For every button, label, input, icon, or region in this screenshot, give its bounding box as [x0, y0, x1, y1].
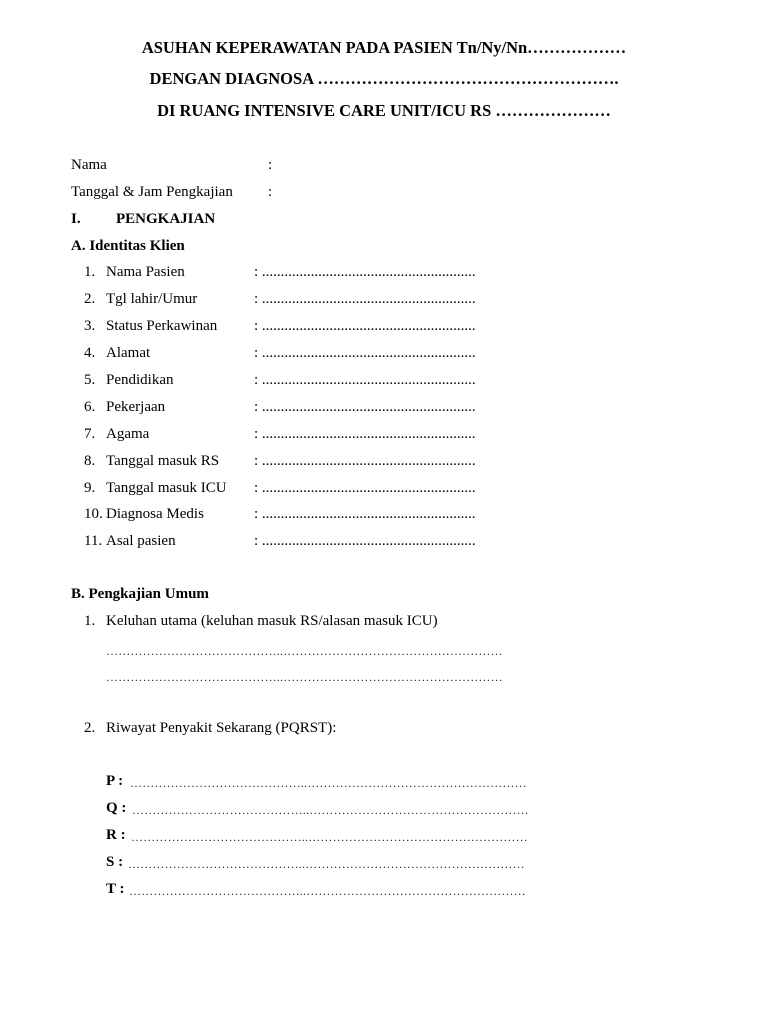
- keluhan-fill-line: ……………………………………..………………………………………………: [106, 644, 503, 658]
- list-item-number: 5.: [84, 372, 96, 388]
- meta-label-nama: Nama: [71, 157, 107, 173]
- list-item-label: Diagnosa Medis: [106, 506, 204, 522]
- pqrst-key-p: P :: [106, 773, 124, 789]
- list-item-number: 2.: [84, 291, 96, 307]
- list-item-number: 7.: [84, 426, 96, 442]
- riwayat-number: 2.: [84, 720, 96, 736]
- list-item-label: Tanggal masuk ICU: [106, 480, 227, 496]
- list-item-number: 1.: [84, 264, 96, 280]
- list-item-fill: : .........................................................: [254, 372, 476, 388]
- keluhan-label: Keluhan utama (keluhan masuk RS/alasan masuk ICU): [106, 613, 438, 629]
- list-item-fill: : .........................................................: [254, 399, 476, 415]
- list-item-label: Alamat: [106, 345, 151, 361]
- list-item-fill: : .........................................................: [254, 480, 476, 496]
- pqrst-fill-p: ……………………………………..………………………………………………: [130, 776, 527, 790]
- list-item-number: 11.: [84, 533, 103, 549]
- list-item-fill: : .........................................................: [254, 533, 476, 549]
- section-title: PENGKAJIAN: [116, 211, 216, 227]
- meta-colon-nama: :: [268, 157, 273, 173]
- list-item-number: 3.: [84, 318, 96, 334]
- list-item-number: 9.: [84, 480, 96, 496]
- list-item-fill: : .........................................................: [254, 426, 476, 442]
- meta-label-tanggal: Tanggal & Jam Pengkajian: [71, 184, 233, 200]
- list-item-label: Agama: [106, 426, 150, 442]
- identitas-heading: A. Identitas Klien: [71, 238, 185, 254]
- list-item-label: Asal pasien: [106, 533, 176, 549]
- pqrst-fill-s: ……………………………………..………………………………………………: [128, 857, 525, 871]
- document-title-line-1: ASUHAN KEPERAWATAN PADA PASIEN Tn/Ny/Nn………………: [141, 38, 627, 57]
- pqrst-fill-q: ……………………………………..………………………………………………: [132, 803, 529, 817]
- list-item-label: Pekerjaan: [106, 399, 166, 415]
- pqrst-key-t: T :: [106, 881, 125, 897]
- pqrst-fill-r: ……………………………………..………………………………………………: [131, 830, 528, 844]
- list-item-fill: : .........................................................: [254, 506, 476, 522]
- list-item-label: Status Perkawinan: [106, 318, 218, 334]
- pqrst-key-q: Q :: [106, 800, 127, 816]
- pqrst-key-r: R :: [106, 827, 126, 843]
- document-title-line-3: DI RUANG INTENSIVE CARE UNIT/ICU RS …………………: [157, 101, 611, 120]
- list-item-label: Tgl lahir/Umur: [106, 291, 198, 307]
- list-item-fill: : .........................................................: [254, 264, 476, 280]
- meta-colon-tanggal: :: [268, 184, 273, 200]
- list-item-fill: : .........................................................: [254, 291, 476, 307]
- keluhan-fill-line: ……………………………………..………………………………………………: [106, 670, 503, 684]
- pqrst-key-s: S :: [106, 854, 124, 870]
- list-item-label: Tanggal masuk RS: [106, 453, 220, 469]
- riwayat-label: Riwayat Penyakit Sekarang (PQRST):: [106, 720, 337, 736]
- section-number: I.: [71, 211, 81, 227]
- list-item-fill: : .........................................................: [254, 345, 476, 361]
- list-item-fill: : .........................................................: [254, 453, 476, 469]
- list-item-label: Nama Pasien: [106, 264, 185, 280]
- list-item-fill: : .........................................................: [254, 318, 476, 334]
- list-item-number: 10.: [84, 506, 103, 522]
- keluhan-number: 1.: [84, 613, 96, 629]
- pqrst-fill-t: ……………………………………..………………………………………………: [129, 884, 526, 898]
- list-item-number: 4.: [84, 345, 96, 361]
- list-item-label: Pendidikan: [106, 372, 174, 388]
- list-item-number: 8.: [84, 453, 96, 469]
- document-title-line-2: DENGAN DIAGNOSA ……………………………………………….: [149, 69, 619, 88]
- list-item-number: 6.: [84, 399, 96, 415]
- pengkajian-umum-heading: B. Pengkajian Umum: [71, 586, 209, 602]
